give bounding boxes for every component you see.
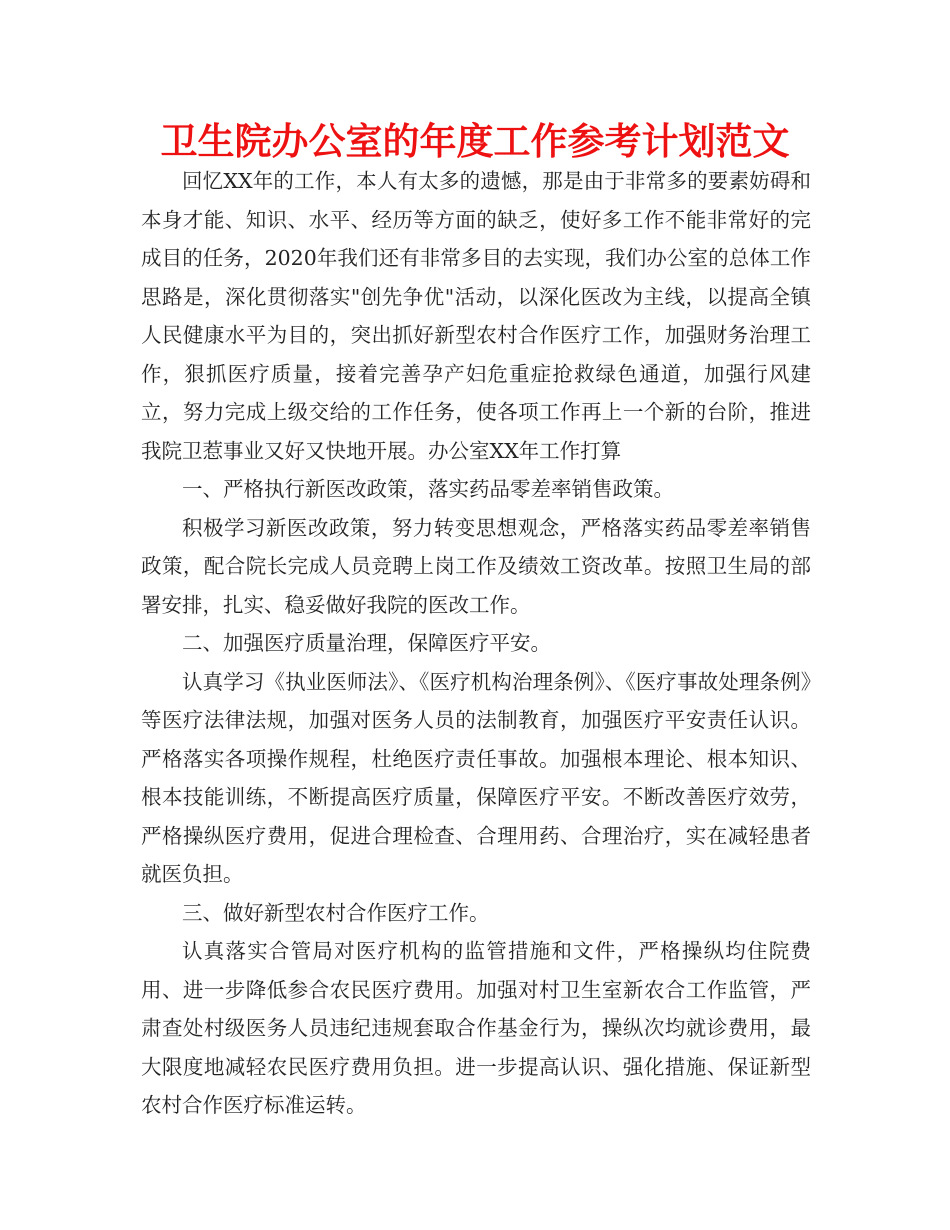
document-body: [141, 162, 811, 1125]
paragraph-intro: 回忆XX年的工作，本人有太多的遗憾，那是由于非常多的要素妨碍和本身才能、知识、水平、经历等方面的缺乏，使好多工作不能非常好的完成目的任务，2020年我们还有非常多目的去实现，我们办公室的总体工作思路是，深化贯彻落实"创先争优"活动，以深化医改为主线，以提高全镇人民健康水平为目的，突出抓好新型农村合作医疗工作，加强财务治理工作，狠抓医疗质量，接着完善孕产妇危重症抢救绿色通道，加强行风建立，努力完成上级交给的工作任务，使各项工作再上一个新的台阶，推进我院卫惹事业又好又快地开展。办公室XX年工作打算: [141, 169, 811, 463]
section-heading-3: 三、做好新型农村合作医疗工作。: [182, 900, 490, 925]
section-heading-2: 二、加强医疗质量治理，保障医疗平安。: [182, 631, 551, 655]
paragraph-section-3: 认真落实合管局对医疗机构的监管措施和文件，严格操纵均住院费用、进一步降低参合农民医疗费用。加强对村卫生室新农合工作监管，严肃查处村级医务人员违纪违规套取合作基金行为，操纵次均就诊费用，最大限度地减轻农民医疗费用负担。进一步提高认识、强化措施、保证新型农村合作医疗标准运转。: [141, 939, 811, 1117]
section-heading-1: 一、严格执行新医改政策，落实药品零差率销售政策。: [182, 477, 674, 501]
paragraph-section-2: 认真学习《执业医师法》、《医疗机构治理条例》、《医疗事故处理条例》等医疗法律法规，加强对医务人员的法制教育，加强医疗平安责任认识。严格落实各项操作规程，杜绝医疗责任事故。加强根本理论、根本知识、根本技能训练，不断提高医疗质量，保障医疗平安。不断改善医疗效劳，严格操纵医疗费用，促进合理检查、合理用药、合理治疗，实在减轻患者就医负担。: [141, 669, 811, 886]
document-title: 卫生院办公室的年度工作参考计划范文: [160, 120, 790, 163]
paragraph-section-1: 积极学习新医改政策，努力转变思想观念，严格落实药品零差率销售政策，配合院长完成人员竞聘上岗工作及绩效工资改革。按照卫生局的部署安排，扎实、稳妥做好我院的医改工作。: [141, 515, 811, 617]
